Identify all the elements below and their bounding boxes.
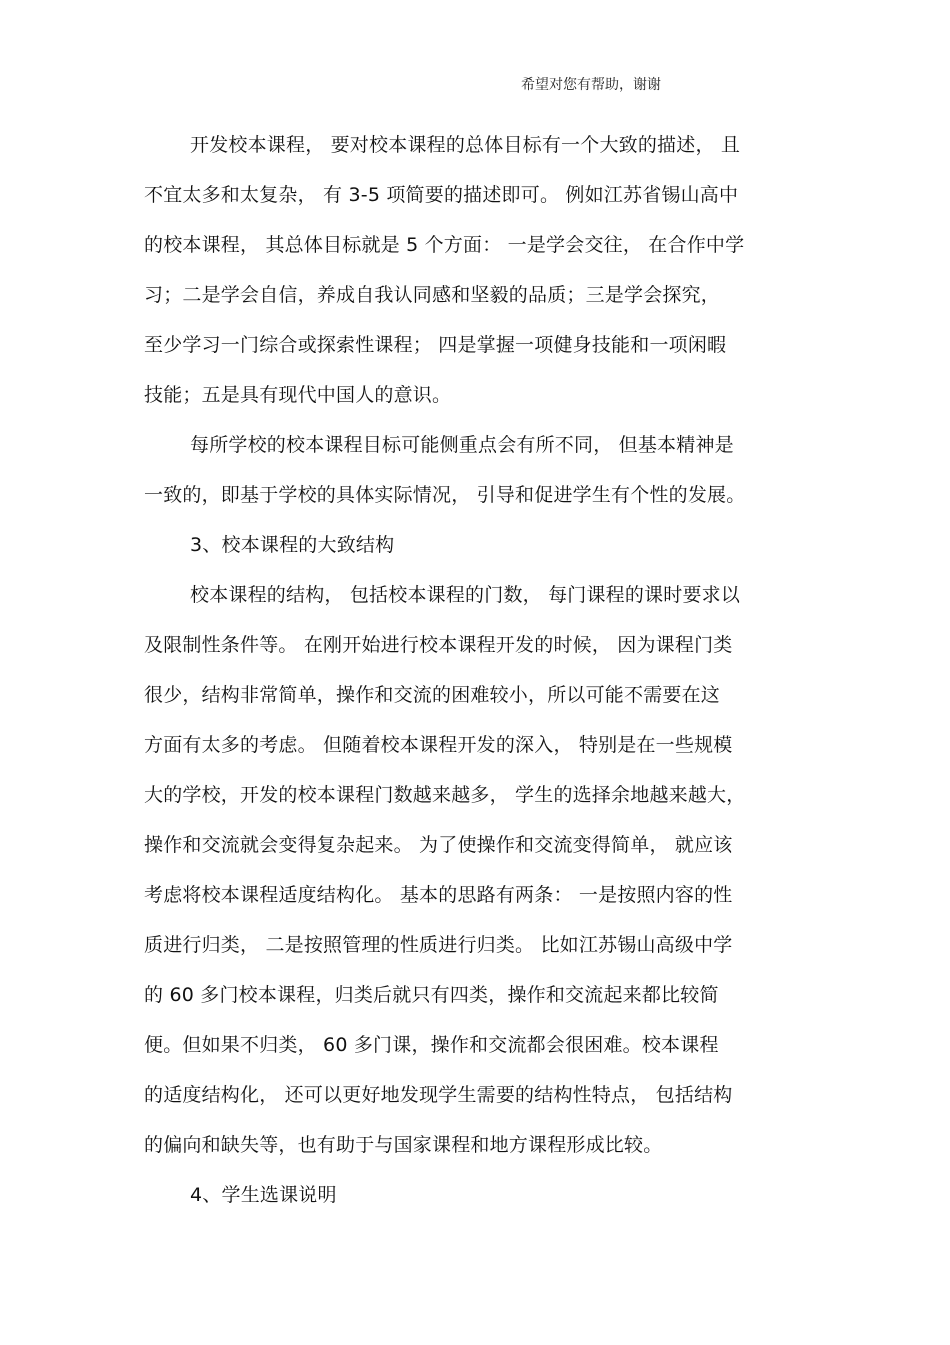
- paragraph-line: 的偏向和缺失等，也有助于与国家课程和地方课程形成比较。: [144, 1134, 663, 1156]
- paragraph-line: 至少学习一门综合或探索性课程； 四是掌握一项健身技能和一项闲暇: [144, 334, 727, 356]
- paragraph-line: 及限制性条件等。 在刚开始进行校本课程开发的时候， 因为课程门类: [144, 634, 733, 656]
- paragraph-line: 考虑将校本课程适度结构化。 基本的思路有两条： 一是按照内容的性: [144, 884, 733, 906]
- paragraph-line: 方面有太多的考虑。 但随着校本课程开发的深入， 特别是在一些规模: [144, 734, 733, 756]
- paragraph-line: 开发校本课程， 要对校本课程的总体目标有一个大致的描述， 且: [190, 134, 741, 156]
- header-note: 希望对您有帮助，谢谢: [521, 77, 661, 93]
- paragraph-line: 一致的，即基于学校的具体实际情况， 引导和促进学生有个性的发展。: [144, 484, 746, 506]
- paragraph-line: 大的学校，开发的校本课程门数越来越多， 学生的选择余地越来越大，: [144, 784, 746, 806]
- section-heading: 4、学生选课说明: [190, 1184, 337, 1206]
- paragraph-line: 的校本课程， 其总体目标就是 5 个方面： 一是学会交往， 在合作中学: [144, 234, 745, 256]
- paragraph-line: 不宜太多和太复杂， 有 3-5 项简要的描述即可。 例如江苏省锡山高中: [144, 184, 739, 206]
- paragraph-line: 很少，结构非常简单，操作和交流的困难较小，所以可能不需要在这: [144, 684, 721, 706]
- paragraph-line: 便。但如果不归类， 60 多门课，操作和交流都会很困难。校本课程: [144, 1034, 719, 1056]
- section-heading: 3、校本课程的大致结构: [190, 534, 395, 556]
- paragraph-line: 校本课程的结构， 包括校本课程的门数， 每门课程的课时要求以: [190, 584, 741, 606]
- paragraph-line: 质进行归类， 二是按照管理的性质进行归类。 比如江苏锡山高级中学: [144, 934, 733, 956]
- paragraph-line: 技能；五是具有现代中国人的意识。: [144, 384, 452, 406]
- paragraph-line: 习；二是学会自信，养成自我认同感和坚毅的品质；三是学会探究，: [144, 284, 721, 306]
- paragraph-line: 的 60 多门校本课程，归类后就只有四类，操作和交流起来都比较简: [144, 984, 719, 1006]
- paragraph-line: 每所学校的校本课程目标可能侧重点会有所不同， 但基本精神是: [190, 434, 734, 456]
- paragraph-line: 操作和交流就会变得复杂起来。 为了使操作和交流变得简单， 就应该: [144, 834, 733, 856]
- paragraph-line: 的适度结构化， 还可以更好地发现学生需要的结构性特点， 包括结构: [144, 1084, 733, 1106]
